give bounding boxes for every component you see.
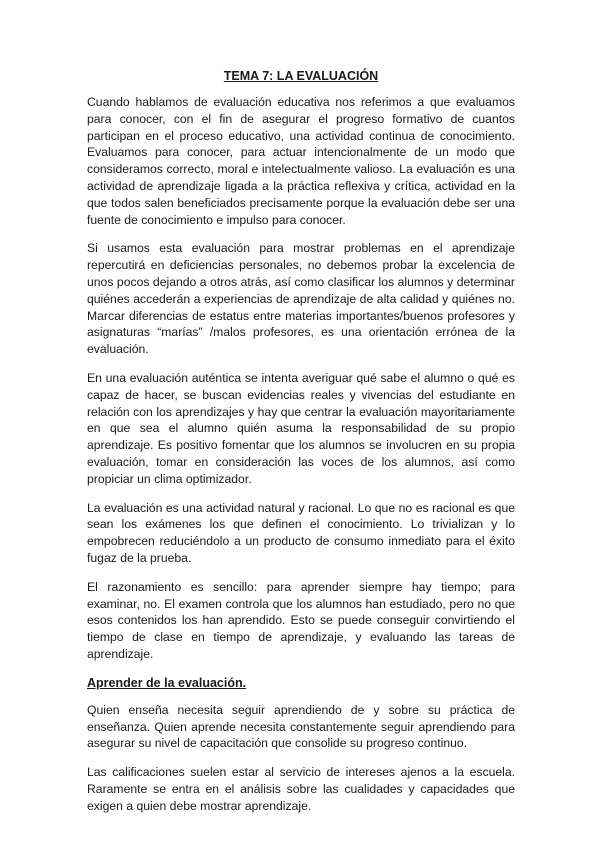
document-page xyxy=(87,68,515,826)
document-title: TEMA 7: LA EVALUACIÓN xyxy=(223,69,379,83)
paragraph: Las calificaciones suelen estar al servicio de intereses ajenos a la escuela. Raramente se entra en el análisis sobre las cualidades y capacidades que exigen a quien debe mostrar aprendizaje. xyxy=(87,765,515,813)
paragraph: La evaluación es una actividad natural y racional. Lo que no es racional es que sean los exámenes los que definen el conocimiento. Lo trivializan y lo empobrecen reduciéndolo a un producto de consumo inmediato para el éxito fugaz de la prueba. xyxy=(87,500,515,565)
paragraph: Cuando hablamos de evaluación educativa nos referimos a que evaluamos para conocer, con el fin de asegurar el progreso formativo de cuantos participan en el proceso educativo, una actividad continua de conocimiento. Evaluamos para conocer, para actuar intencionalmente de un modo que consideramos correcto, moral e intelectualmente valioso. La evaluación es una actividad de aprendizaje ligada a la práctica reflexiva y crítica, actividad en la que todos salen beneficiados precisamente porque la evaluación debe ser una fuente de conocimiento e impulso para conocer. xyxy=(87,95,515,227)
paragraph: Si usamos esta evaluación para mostrar problemas en el aprendizaje repercutirá en deficiencias personales, no debemos probar la excelencia de unos pocos dejando a otros atrás, así como clasificar los alumnos y determinar quiénes accederán a experiencias de aprendizaje de alta calidad y quiénes no. Marcar diferencias de estatus entre materias importantes/buenos profesores y asignaturas “marías” /malos profesores, es una orientación errónea de la evaluación. xyxy=(87,241,515,357)
paragraph: En una evaluación auténtica se intenta averiguar qué sabe el alumno o qué es capaz de hacer, se buscan evidencias reales y vivencias del estudiante en relación con los aprendizajes y hay que centrar la evaluación mayoritariamente en que sea el alumno quién asuma la responsabilidad de su propio aprendizaje. Es positivo fomentar que los alumnos se involucren en su propia evaluación, tomar en consideración las voces de los alumnos, así como propiciar un clima optimizador. xyxy=(87,370,515,486)
paragraph: El razonamiento es sencillo: para aprender siempre hay tiempo; para examinar, no. El examen controla que los alumnos han estudiado, pero no que esos contenidos los han aprendido. Esto se puede conseguir convirtiendo el tiempo de clase en tiempo de aprendizaje, y evaluando las tareas de aprendizaje. xyxy=(87,579,515,661)
paragraph: Quien enseña necesita seguir aprendiendo de y sobre su práctica de enseñanza. Quien aprende necesita constantemente seguir aprendiendo para asegurar su nivel de capacitación que consolide su progreso continuo. xyxy=(87,702,515,751)
section-heading: Aprender de la evaluación. xyxy=(87,675,247,690)
